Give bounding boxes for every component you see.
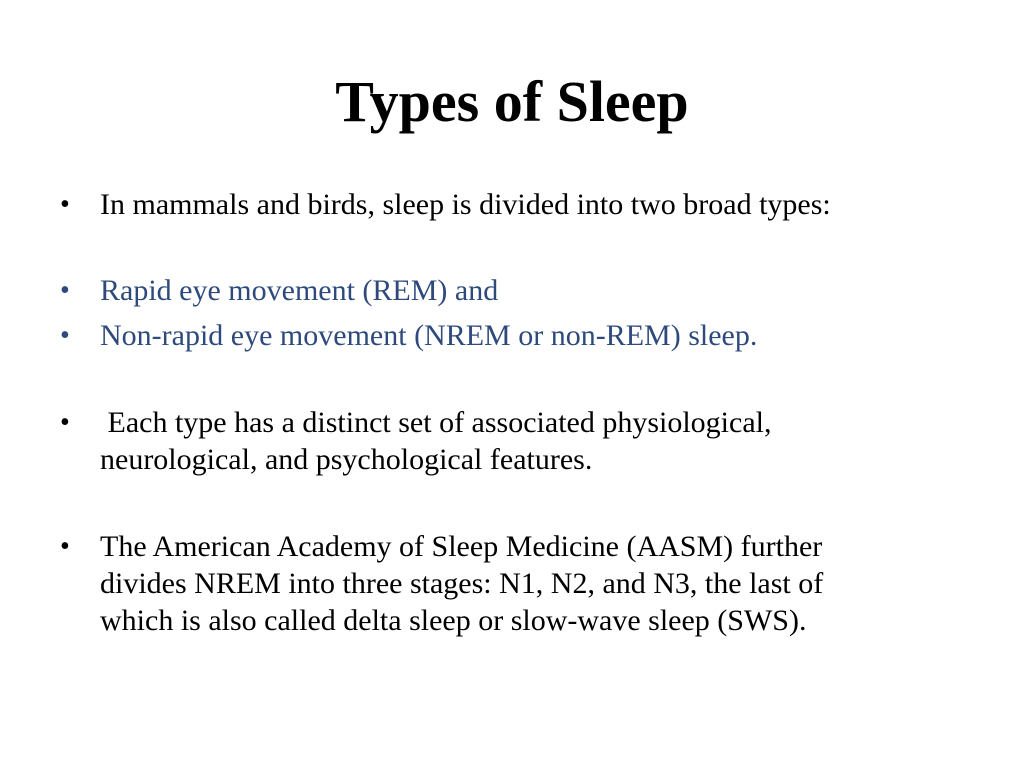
bullet-icon: • xyxy=(60,275,70,306)
bullet-icon: • xyxy=(60,407,70,438)
bullet-icon: • xyxy=(60,531,70,562)
bullet-text: Non-rapid eye movement (NREM or non-REM) sleep. xyxy=(100,319,758,352)
slide-title: Types of Sleep xyxy=(335,69,689,134)
bullet-icon: • xyxy=(60,320,70,351)
bullet-text: Rapid eye movement (REM) and xyxy=(100,274,499,307)
bullet-text: The American Academy of Sleep Medicine (AASM) further divides NREM into three stages: N1, N2, and N3, the last of which is also called delta sleep or slow-wave sleep (SWS). xyxy=(100,530,824,637)
bullet-icon: • xyxy=(60,189,70,220)
bullet-text: Each type has a distinct set of associated physiological, neurological, and psychological features. xyxy=(100,406,772,476)
bullet-text: In mammals and birds, sleep is divided into two broad types: xyxy=(100,188,831,221)
